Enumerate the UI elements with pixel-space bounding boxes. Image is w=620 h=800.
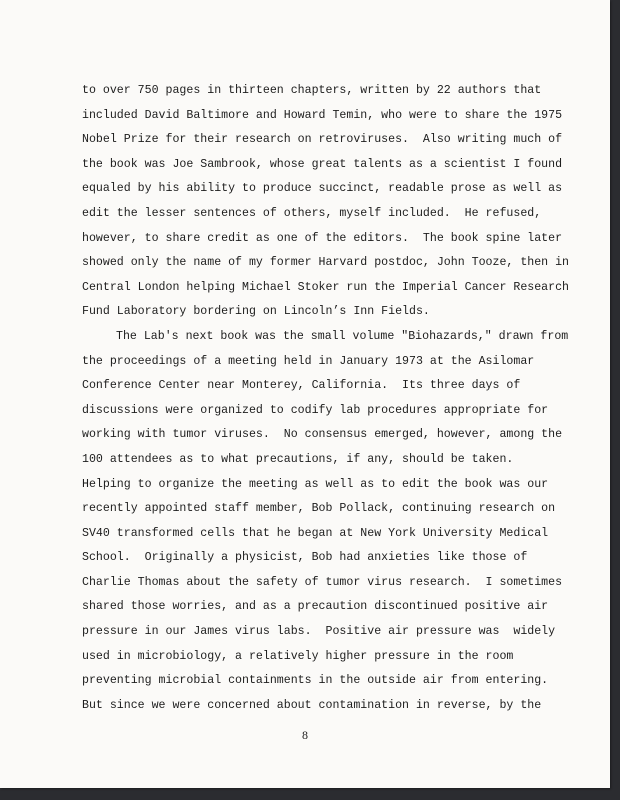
text-line: But since we were concerned about contamination in reverse, by the [82,698,542,712]
text-line: 100 attendees as to what precautions, if any, should be taken. [82,452,514,466]
text-line: however, to share credit as one of the editors. The book spine later [82,231,563,245]
text-line: Fund Laboratory bordering on Lincoln’s Inn Fields. [82,305,430,319]
text-line: School. Originally a physicist, Bob had anxieties like those of [82,551,528,565]
text-line: Conference Center near Monterey, California. Its three days of [82,379,521,393]
text-line: included David Baltimore and Howard Temin, who were to share the 1975 [82,108,563,122]
text-line: SV40 transformed cells that he began at New York University Medical [82,526,549,540]
text-line: working with tumor viruses. No consensus emerged, however, among the [82,428,563,442]
text-line: pressure in our James virus labs. Positive air pressure was widely [82,625,556,639]
text-line: edit the lesser sentences of others, myself included. He refused, [82,206,542,220]
page-number: 8 [302,728,308,742]
text-line: Central London helping Michael Stoker run the Imperial Cancer Research [82,280,570,294]
text-line: Helping to organize the meeting as well as to edit the book was our [82,477,549,491]
text-line: Charlie Thomas about the safety of tumor virus research. I sometimes [82,575,563,589]
text-line: showed only the name of my former Harvard postdoc, John Tooze, then in [82,256,570,270]
text-line: preventing microbial containments in the outside air from entering. [82,674,549,688]
text-line: the proceedings of a meeting held in January 1973 at the Asilomar [82,354,535,368]
text-line: recently appointed staff member, Bob Pollack, continuing research on [82,502,556,516]
text-line: shared those worries, and as a precaution discontinued positive air [82,600,549,614]
text-line: equaled by his ability to produce succinct, readable prose as well as [82,182,563,196]
text-line: discussions were organized to codify lab procedures appropriate for [82,403,549,417]
body-text [82,79,570,718]
text-line: Nobel Prize for their research on retroviruses. Also writing much of [82,133,563,147]
text-line: to over 750 pages in thirteen chapters, written by 22 authors that [82,84,542,97]
text-line: the book was Joe Sambrook, whose great talents as a scientist I found [82,157,563,171]
text-line: used in microbiology, a relatively higher pressure in the room [82,649,514,663]
paragraph-start-line: The Lab's next book was the small volume "Biohazards," drawn from [116,329,569,343]
